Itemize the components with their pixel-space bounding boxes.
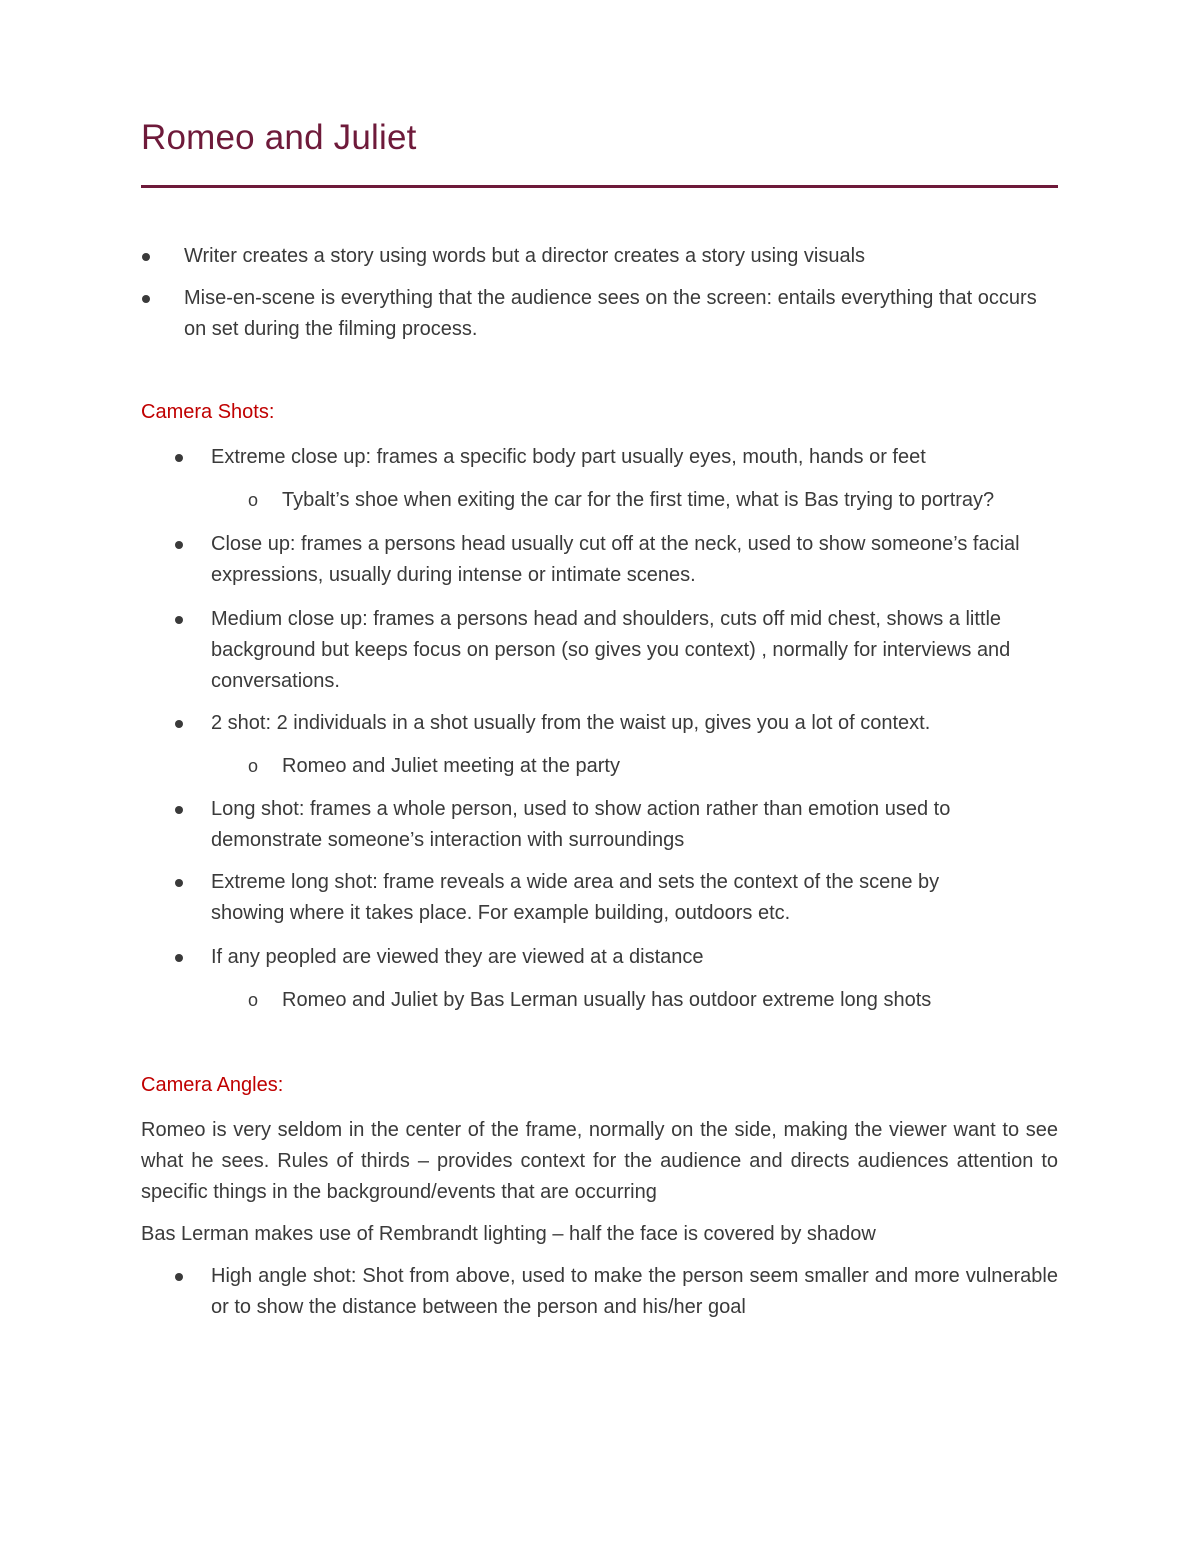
bullet-icon	[175, 720, 183, 728]
shot-item-1-sub: Tybalt’s shoe when exiting the car for the first time, what is Bas trying to portray?	[282, 489, 995, 511]
shot-item-2: Close up: frames a persons head usually cut off at the neck, used to show someone’s facial expressions, usually during intense or intimate scenes.	[211, 533, 1020, 586]
bullet-icon	[175, 879, 183, 887]
sub-bullet-marker: o	[248, 490, 259, 510]
bullet-icon	[175, 454, 183, 462]
sub-bullet-marker: o	[248, 756, 259, 776]
angles-paragraph-1: Romeo is very seldom in the center of the frame, normally on the side, making the viewer want to see what he sees. Rules of thirds – provides context for the audience and directs audiences attention to specific things in the background/events that are occurring	[141, 1119, 1058, 1203]
bullet-icon	[175, 541, 183, 549]
intro-bullet-2: Mise-en-scene is everything that the audience sees on the screen: entails everything that occurs on set during the filming process.	[184, 287, 1037, 340]
shot-item-4-sub: Romeo and Juliet meeting at the party	[282, 755, 620, 777]
camera-shots-heading: Camera Shots:	[141, 401, 275, 423]
intro-bullet-1: Writer creates a story using words but a director creates a story using visuals	[184, 245, 866, 267]
shot-item-6: Extreme long shot: frame reveals a wide area and sets the context of the scene by showing where it takes place. For example building, outdoors etc.	[211, 871, 940, 924]
shot-item-7-sub: Romeo and Juliet by Bas Lerman usually has outdoor extreme long shots	[282, 989, 932, 1011]
shot-item-4: 2 shot: 2 individuals in a shot usually from the waist up, gives you a lot of context.	[211, 712, 931, 734]
angles-paragraph-2: Bas Lerman makes use of Rembrandt lighting – half the face is covered by shadow	[141, 1223, 876, 1245]
bullet-icon	[175, 806, 183, 814]
shot-item-5: Long shot: frames a whole person, used to show action rather than emotion used to demonstrate someone’s interaction with surroundings	[211, 798, 951, 851]
camera-angles-heading: Camera Angles:	[141, 1074, 284, 1096]
angle-item-1: High angle shot: Shot from above, used to make the person seem smaller and more vulnerable or to show the distance between the person and his/her goal	[211, 1265, 1058, 1318]
title-underline	[141, 185, 1058, 188]
shot-item-1: Extreme close up: frames a specific body part usually eyes, mouth, hands or feet	[211, 446, 926, 468]
document-title: Romeo and Juliet	[141, 118, 417, 157]
shot-item-3: Medium close up: frames a persons head and shoulders, cuts off mid chest, shows a little background but keeps focus on person (so gives you context) , normally for interviews and conversations.	[211, 608, 1011, 692]
bullet-icon	[175, 616, 183, 624]
bullet-icon	[142, 253, 150, 261]
sub-bullet-marker: o	[248, 990, 259, 1010]
shot-item-7: If any peopled are viewed they are viewed at a distance	[211, 946, 704, 968]
bullet-icon	[175, 1273, 183, 1281]
bullet-icon	[142, 295, 150, 303]
bullet-icon	[175, 954, 183, 962]
